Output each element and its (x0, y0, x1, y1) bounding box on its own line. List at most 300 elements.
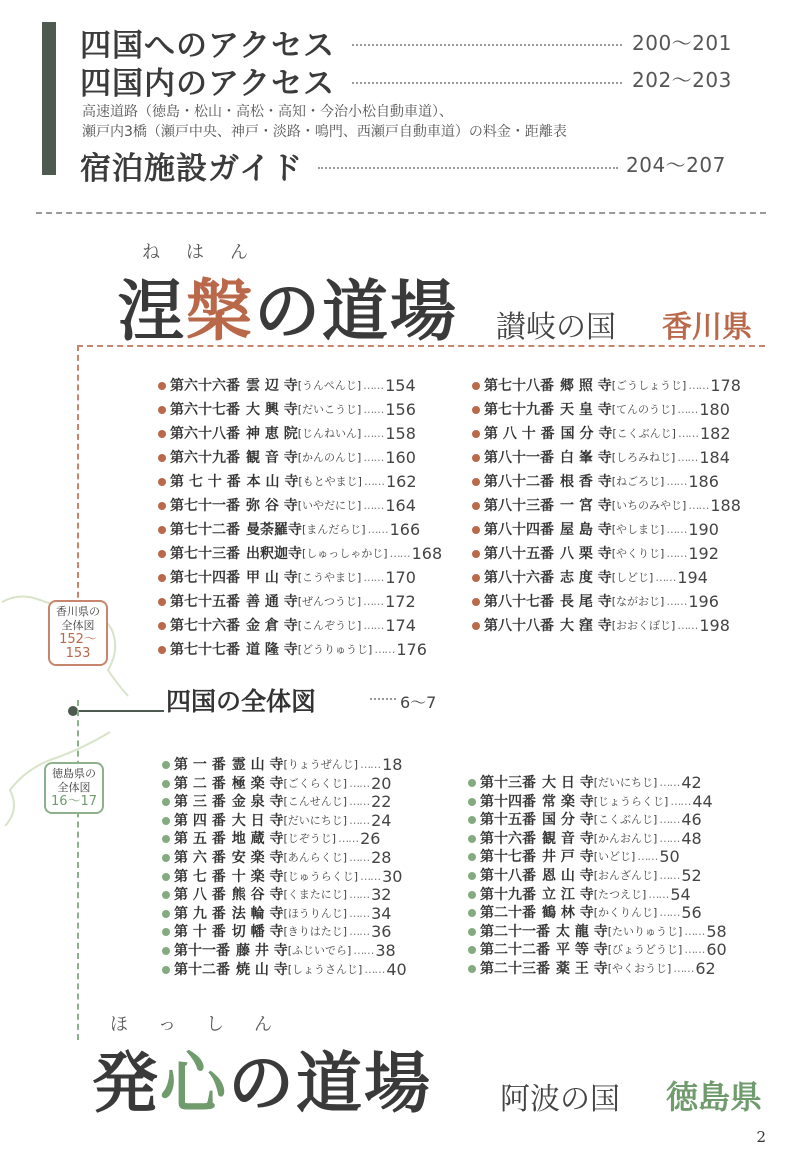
temple-reading: [やしまじ] (611, 523, 665, 536)
toc-subtext-line: 高速道路（徳島・松山・高松・高知・今治小松自動車道）、 (82, 104, 453, 120)
temple-entry[interactable] (472, 543, 719, 565)
page-leader: …… (684, 943, 705, 957)
temple-name: 一 宮 寺 (560, 498, 612, 514)
page-leader: …… (659, 831, 680, 845)
temple-name: 焼 山 寺 (236, 961, 288, 978)
temple-page: 44 (692, 791, 713, 811)
temple-number: 第 六 番 (174, 850, 226, 866)
temple-page: 170 (385, 568, 416, 587)
temple-name: 神 恵 院 (246, 426, 298, 442)
temple-name: 出釈迦寺 (246, 546, 302, 562)
temple-reading: [ねごろじ] (611, 475, 665, 488)
temple-name: 法 輪 寺 (231, 905, 284, 922)
temple-number: 第 十 番 (174, 924, 226, 941)
temple-name: 大 興 寺 (246, 402, 298, 418)
temple-entry[interactable] (158, 423, 416, 445)
temple-name: 甲 山 寺 (246, 570, 298, 586)
bullet-dot (158, 478, 166, 486)
temple-entry[interactable] (158, 639, 427, 661)
temple-page: 196 (688, 592, 719, 611)
bullet-dot (472, 598, 480, 606)
temple-entry[interactable] (472, 447, 730, 469)
tokushima-map-link[interactable] (44, 762, 104, 814)
temple-page: 58 (706, 921, 727, 941)
temple-name: 観 音 寺 (246, 450, 298, 466)
temple-entry[interactable] (158, 567, 416, 589)
temple-reading: [しどじ] (611, 571, 654, 584)
bullet-dot (472, 574, 480, 582)
temple-reading: [しょうさんじ] (287, 962, 363, 976)
page-leader: …… (666, 595, 687, 608)
temple-page: 52 (681, 866, 702, 885)
page-leader: …… (673, 962, 694, 975)
temple-number: 第 五 番 (174, 831, 226, 848)
temple-name: 大 窪 寺 (560, 618, 612, 634)
page-leader: …… (360, 758, 381, 771)
temple-entry[interactable] (472, 375, 741, 397)
temple-reading: [あんらくじ] (283, 851, 348, 864)
bullet-dot (162, 835, 170, 843)
temple-page: 186 (688, 472, 719, 491)
bullet-dot (158, 526, 166, 534)
bullet-dot (158, 550, 166, 558)
temple-page: 192 (688, 544, 719, 563)
page-leader: …… (666, 547, 687, 560)
bullet-dot (468, 872, 476, 880)
temple-page: 50 (659, 847, 680, 867)
temple-page: 172 (385, 592, 416, 611)
page-leader: …… (684, 924, 705, 938)
temple-number: 第十四番 (480, 793, 536, 810)
section-divider (36, 212, 766, 214)
temple-name: 雲 辺 寺 (246, 378, 298, 394)
map-link-label: 全体図 (57, 781, 91, 794)
kagawa-map-link[interactable] (48, 600, 108, 666)
temple-reading: [ふじいでら] (287, 944, 352, 957)
bullet-dot (468, 928, 476, 936)
page-leader: …… (338, 832, 359, 846)
temple-page: 182 (699, 424, 731, 443)
page-leader: …… (670, 794, 691, 808)
page-leader: …… (374, 643, 395, 656)
temple-reading: [しろみねじ] (611, 451, 676, 464)
temple-number: 第十五番 (480, 812, 536, 829)
bullet-dot (472, 502, 480, 510)
bullet-dot (468, 779, 476, 787)
bullet-dot (162, 910, 170, 918)
temple-entry[interactable] (472, 399, 730, 421)
temple-reading: [だいにちじ] (283, 813, 348, 827)
temple-name: 霊 山 寺 (231, 757, 284, 773)
temple-reading: [かんのんじ] (297, 451, 362, 464)
temple-number: 第八十八番 (484, 618, 554, 634)
page-leader: …… (367, 523, 388, 536)
temple-page: 166 (389, 520, 421, 539)
temple-reading: [じょうらくじ] (593, 794, 669, 808)
bullet-dot (158, 598, 166, 606)
page-leader: …… (389, 547, 410, 560)
page-leader: …… (677, 403, 698, 416)
temple-name: 弥 谷 寺 (246, 498, 298, 514)
page-leader: …… (688, 379, 709, 392)
temple-name: 恩 山 寺 (542, 868, 594, 884)
temple-name: 熊 谷 寺 (231, 887, 284, 904)
page-leader: …… (349, 906, 370, 920)
temple-entry[interactable] (158, 447, 416, 469)
temple-page: 26 (360, 829, 381, 849)
temple-name: 太 龍 寺 (556, 923, 608, 940)
temple-page: 32 (371, 885, 392, 905)
temple-reading: [まんだらじ] (302, 523, 366, 536)
temple-number: 第八十四番 (484, 522, 554, 538)
temple-number: 第 三 番 (174, 794, 226, 811)
temple-reading: [こんせんじ] (283, 795, 348, 809)
page-leader: …… (349, 813, 370, 827)
temple-reading: [だいにちじ] (593, 776, 658, 789)
bullet-dot (162, 854, 170, 862)
temple-entry[interactable] (158, 375, 416, 397)
toc-title-lodging-guide[interactable]: 宿泊施設ガイド (80, 151, 304, 187)
temple-reading: [だいこうじ] (297, 403, 362, 416)
temple-number: 第 八 十 番 (484, 426, 555, 442)
temple-name: 八 栗 寺 (560, 546, 612, 562)
temple-entry[interactable] (472, 471, 719, 493)
temple-name: 井 戸 寺 (542, 849, 594, 866)
temple-reading: [じんねいん] (297, 427, 362, 440)
page-leader: …… (659, 869, 680, 882)
temple-entry[interactable] (472, 519, 719, 541)
temple-page: 30 (382, 866, 403, 886)
temple-name: 国 分 寺 (560, 426, 613, 442)
bullet-dot (158, 622, 166, 630)
temple-reading: [こんぞうじ] (297, 619, 362, 632)
temple-reading: [いどじ] (593, 850, 636, 864)
page-leader: …… (349, 776, 370, 790)
temple-reading: [やくおうじ] (607, 962, 672, 975)
temple-entry[interactable] (472, 567, 708, 589)
section-title-kagawa: 涅槃の道場 (118, 272, 458, 350)
page-leader: …… (364, 962, 385, 976)
map-link-label: 徳島県の (52, 767, 96, 780)
map-link-label: 香川県の (56, 605, 100, 618)
toc-title-access-to-shikoku[interactable]: 四国へのアクセス (80, 28, 336, 64)
page-leader: …… (363, 379, 384, 392)
temple-page: 54 (670, 884, 691, 904)
temple-page: 162 (385, 472, 417, 491)
page-leader: …… (659, 776, 680, 789)
temple-page: 158 (385, 424, 416, 443)
page-leader: …… (659, 906, 680, 920)
page-leader: …… (666, 523, 687, 536)
bullet-dot (162, 817, 170, 825)
bullet-dot (468, 946, 476, 954)
temple-page: 154 (385, 376, 416, 395)
bullet-dot (162, 966, 170, 974)
temple-reading: [じゅうらくじ] (283, 869, 359, 883)
temple-number: 第 七 番 (174, 868, 226, 885)
page-leader: …… (688, 499, 709, 512)
bullet-dot (472, 454, 480, 462)
page-leader: …… (648, 887, 669, 901)
temple-entry[interactable] (158, 519, 420, 541)
temple-name: 切 幡 寺 (231, 924, 284, 941)
temple-page: 48 (681, 828, 702, 848)
page-leader: …… (363, 499, 384, 512)
toc-side-bar (42, 22, 56, 175)
temple-number: 第七十三番 (170, 546, 240, 562)
temple-name: 国 分 寺 (542, 812, 594, 829)
toc-page-range: 204～207 (626, 153, 726, 177)
temple-reading: [びょうどうじ] (607, 943, 683, 957)
page-leader: …… (637, 850, 658, 864)
temple-number: 第六十六番 (170, 378, 240, 394)
temple-reading: [りょうぜんじ] (283, 758, 359, 771)
page-number: 2 (756, 1128, 766, 1146)
temple-page: 198 (699, 616, 730, 635)
temple-entry[interactable] (158, 495, 416, 517)
temple-reading: [きりはたじ] (283, 925, 348, 939)
section-title-tokushima: 発心の道場 (92, 1044, 432, 1122)
temple-number: 第 一 番 (174, 757, 226, 773)
temple-page: 34 (371, 903, 392, 923)
temple-page: 168 (411, 544, 443, 563)
temple-name: 立 江 寺 (542, 886, 594, 903)
page-leader: …… (677, 451, 698, 464)
temple-reading: [じぞうじ] (283, 832, 337, 846)
temple-number: 第 八 番 (174, 887, 226, 904)
page-leader: …… (349, 795, 370, 809)
temple-page: 184 (699, 448, 730, 467)
toc-leader (352, 44, 622, 46)
temple-number: 第七十八番 (484, 378, 554, 394)
temple-name: 常 楽 寺 (542, 793, 594, 810)
prefecture-name: 徳島県 (666, 1078, 763, 1116)
bullet-dot (162, 798, 170, 806)
temple-reading: [こうやまじ] (297, 571, 362, 584)
temple-number: 第八十七番 (484, 594, 554, 610)
temple-name: 屋 島 寺 (560, 522, 612, 538)
temple-page: 190 (688, 520, 719, 539)
temple-name: 長 尾 寺 (560, 594, 612, 610)
toc-leader (352, 82, 622, 84)
temple-number: 第 二 番 (174, 775, 226, 792)
temple-name: 郷 照 寺 (560, 378, 612, 394)
temple-reading: [おんざんじ] (593, 869, 658, 882)
bullet-dot (472, 622, 480, 630)
page-leader: …… (363, 475, 384, 488)
page-leader: …… (349, 925, 370, 939)
toc-subtext-line: 瀬戸内3橋（瀬戸中央、神戸・淡路・鳴門、西瀬戸自動車道）の料金・距離表 (82, 124, 567, 140)
bullet-dot (162, 947, 170, 955)
temple-number: 第 四 番 (174, 812, 226, 829)
temple-page: 174 (385, 616, 416, 635)
temple-reading: [もとやまじ] (298, 475, 362, 488)
temple-number: 第十三番 (480, 775, 536, 791)
temple-entry[interactable] (158, 543, 442, 565)
temple-name: 金 倉 寺 (246, 618, 298, 634)
page-leader: …… (353, 944, 374, 957)
temple-name: 藤 井 寺 (236, 943, 288, 959)
bullet-dot (162, 780, 170, 788)
temple-page: 20 (371, 773, 392, 793)
temple-number: 第七十七番 (170, 642, 240, 658)
page-leader: …… (363, 595, 384, 608)
temple-name: 大 日 寺 (542, 775, 594, 791)
bullet-dot (472, 430, 480, 438)
temple-reading: [ごうしょうじ] (611, 379, 687, 392)
temple-name: 善 通 寺 (246, 594, 298, 610)
temple-number: 第十七番 (480, 849, 536, 866)
temple-number: 第七十九番 (484, 402, 554, 418)
page-leader: …… (677, 427, 698, 440)
temple-reading: [どうりゅうじ] (297, 643, 373, 656)
temple-page: 164 (385, 496, 416, 515)
bullet-dot (162, 891, 170, 899)
temple-page: 160 (385, 448, 416, 467)
temple-name: 極 楽 寺 (231, 775, 284, 792)
temple-reading: [いやだにじ] (297, 499, 362, 512)
overview-title[interactable]: 四国の全体図 (166, 687, 317, 716)
temple-name: 天 皇 寺 (560, 402, 612, 418)
region-name: 讃岐の国 (496, 310, 616, 345)
temple-number: 第二十一番 (480, 923, 550, 940)
temple-number: 第八十五番 (484, 546, 554, 562)
bullet-dot (158, 454, 166, 462)
temple-entry[interactable] (158, 615, 416, 637)
temple-page: 18 (382, 755, 403, 774)
bullet-dot (158, 406, 166, 414)
temple-reading: [たいりゅうじ] (607, 924, 683, 938)
temple-number: 第六十八番 (170, 426, 240, 442)
temple-reading: [やくりじ] (611, 547, 665, 560)
temple-entry[interactable] (158, 591, 416, 613)
temple-number: 第八十六番 (484, 570, 554, 586)
temple-number: 第七十六番 (170, 618, 240, 634)
temple-entry[interactable] (472, 615, 730, 637)
temple-page: 24 (371, 810, 392, 830)
temple-number: 第七十一番 (170, 498, 240, 514)
toc-page-range: 200～201 (632, 31, 732, 55)
temple-name: 観 音 寺 (542, 830, 594, 847)
bullet-dot (472, 406, 480, 414)
temple-entry[interactable] (468, 958, 716, 980)
temple-number: 第八十三番 (484, 498, 554, 514)
bullet-dot (468, 965, 476, 973)
page-leader: …… (360, 869, 381, 883)
temple-entry[interactable] (472, 591, 719, 613)
temple-page: 180 (699, 400, 730, 419)
overview-pages: 6～7 (400, 693, 437, 712)
temple-page: 156 (385, 400, 416, 419)
temple-reading: [くまたにじ] (283, 888, 348, 902)
page-leader: …… (349, 851, 370, 864)
bullet-dot (162, 928, 170, 936)
bullet-dot (468, 853, 476, 861)
temple-entry[interactable] (158, 471, 417, 493)
temple-page: 38 (375, 941, 396, 960)
temple-number: 第十一番 (174, 943, 230, 959)
temple-page: 28 (371, 848, 392, 867)
temple-name: 大 日 寺 (231, 812, 284, 829)
toc-leader (318, 167, 618, 169)
bullet-dot (468, 816, 476, 824)
temple-entry[interactable] (472, 423, 731, 445)
bullet-dot (472, 550, 480, 558)
map-link-pages: 16～17 (50, 794, 98, 809)
bullet-dot (162, 761, 170, 769)
temple-name: 白 峯 寺 (560, 450, 612, 466)
temple-name: 地 蔵 寺 (231, 831, 284, 848)
prefecture-name: 香川県 (662, 310, 752, 345)
page-leader: …… (655, 571, 676, 584)
temple-number: 第十六番 (480, 830, 536, 847)
temple-name: 平 等 寺 (556, 942, 608, 959)
temple-entry[interactable] (472, 495, 741, 517)
section-ruby: ほ っ し ん (110, 1014, 278, 1035)
temple-number: 第八十一番 (484, 450, 554, 466)
temple-reading: [こくぶんじ] (593, 813, 658, 827)
bullet-dot (158, 574, 166, 582)
temple-reading: [しゅっしゃかじ] (302, 547, 388, 560)
page-leader: …… (659, 813, 680, 827)
temple-reading: [うんぺんじ] (297, 379, 362, 392)
toc-page-range: 202～203 (632, 68, 732, 92)
temple-number: 第二十二番 (480, 942, 550, 959)
bullet-dot (158, 502, 166, 510)
page-leader: …… (363, 427, 384, 440)
temple-number: 第二十番 (480, 905, 536, 922)
toc-title-access-within-shikoku[interactable]: 四国内のアクセス (80, 66, 336, 102)
temple-entry[interactable] (162, 959, 407, 981)
bullet-dot (158, 430, 166, 438)
temple-reading: [ながおじ] (611, 595, 665, 608)
page-leader: …… (363, 403, 384, 416)
region-name: 阿波の国 (500, 1082, 620, 1117)
temple-name: 金 泉 寺 (231, 794, 284, 811)
temple-number: 第十九番 (480, 886, 536, 903)
bullet-dot (468, 798, 476, 806)
temple-page: 46 (681, 810, 702, 830)
page-leader: …… (363, 619, 384, 632)
bullet-dot (162, 873, 170, 881)
temple-reading: [ほうりんじ] (283, 906, 348, 920)
temple-number: 第八十二番 (484, 474, 554, 490)
temple-name: 曼荼羅寺 (246, 522, 302, 538)
temple-name: 鶴 林 寺 (542, 905, 594, 922)
temple-page: 60 (706, 940, 727, 960)
temple-page: 36 (371, 922, 392, 942)
temple-name: 根 香 寺 (560, 474, 612, 490)
temple-page: 188 (710, 496, 741, 515)
temple-name: 本 山 寺 (246, 474, 299, 490)
temple-reading: [てんのうじ] (611, 403, 676, 416)
temple-page: 42 (681, 773, 702, 792)
temple-reading: [ぜんつうじ] (297, 595, 362, 608)
temple-number: 第 九 番 (174, 905, 226, 922)
bullet-dot (468, 891, 476, 899)
temple-reading: [いちのみやじ] (611, 499, 687, 512)
bullet-dot (468, 835, 476, 843)
temple-number: 第七十四番 (170, 570, 240, 586)
temple-page: 176 (396, 640, 427, 659)
temple-entry[interactable] (158, 399, 416, 421)
bullet-dot (158, 646, 166, 654)
temple-name: 道 隆 寺 (246, 642, 298, 658)
temple-number: 第七十五番 (170, 594, 240, 610)
bullet-dot (472, 382, 480, 390)
temple-number: 第十八番 (480, 868, 536, 884)
temple-reading: [かくりんじ] (593, 906, 658, 920)
